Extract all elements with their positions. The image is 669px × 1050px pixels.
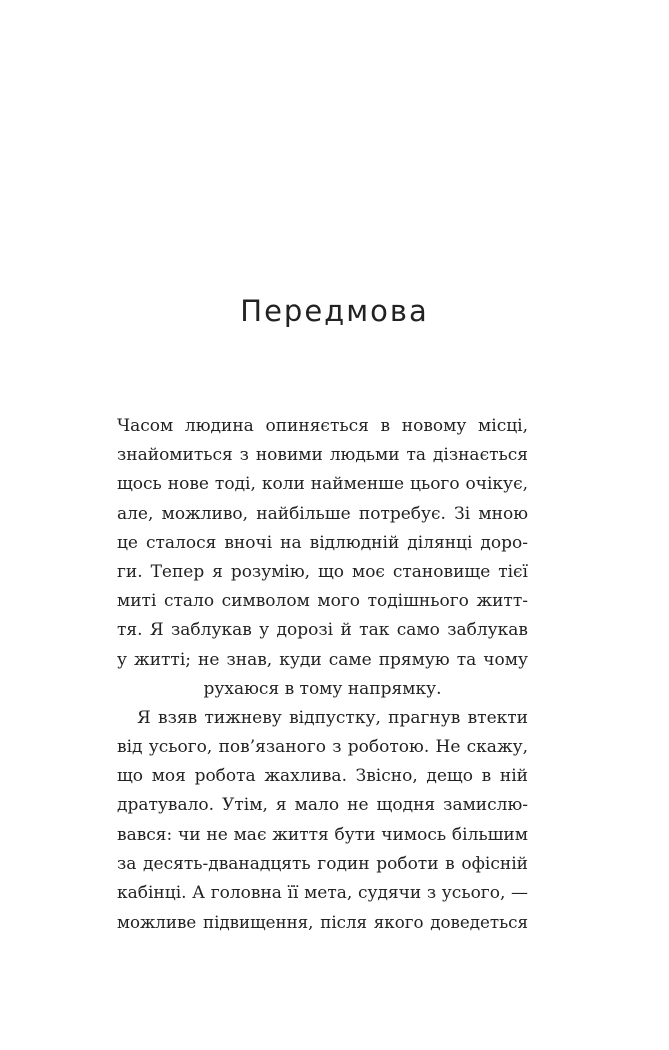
text-line: миті стало символом мого тодішнього житт- xyxy=(117,591,528,612)
text-line: знайомиться з новими людьми та дізнається xyxy=(117,445,528,466)
text-line: дратувало. Утім, я мало не щодня замислю- xyxy=(117,795,528,816)
text-line: у житті; не знав, куди саме прямую та чому xyxy=(117,649,528,670)
text-line: щось нове тоді, коли найменше цього очікує, xyxy=(117,474,528,495)
paragraph xyxy=(117,412,528,704)
chapter-title: Передмова xyxy=(240,294,429,328)
text-line: це сталося вночі на відлюдній ділянці доро- xyxy=(117,532,528,553)
text-line: вався: чи не має життя бути чимось більшим xyxy=(117,824,528,845)
text-line: за десять-дванадцять годин роботи в офісній xyxy=(117,853,528,874)
text-line: ги. Тепер я розумію, що моє становище тієї xyxy=(117,561,528,582)
text-line: від усього, пов’язаного з роботою. Не скажу, xyxy=(117,737,528,758)
text-line: рухаюся в тому напрямку. xyxy=(203,678,442,699)
text-line: Часом людина опиняється в новому місці, xyxy=(117,416,528,436)
text-line: але, можливо, найбільше потребує. Зі мною xyxy=(117,503,528,524)
text-line: що моя робота жахлива. Звісно, дещо в ній xyxy=(117,766,528,787)
body-text xyxy=(117,412,528,937)
text-line: можливе підвищення, після якого доведеться xyxy=(117,913,528,933)
text-line: Я взяв тижневу відпустку, прагнув втекти xyxy=(137,707,528,728)
text-line: тя. Я заблукав у дорозі й так само заблукав xyxy=(117,620,528,641)
paragraph xyxy=(117,704,528,938)
text-line: кабінці. А головна її мета, судячи з усього, — xyxy=(117,883,528,903)
